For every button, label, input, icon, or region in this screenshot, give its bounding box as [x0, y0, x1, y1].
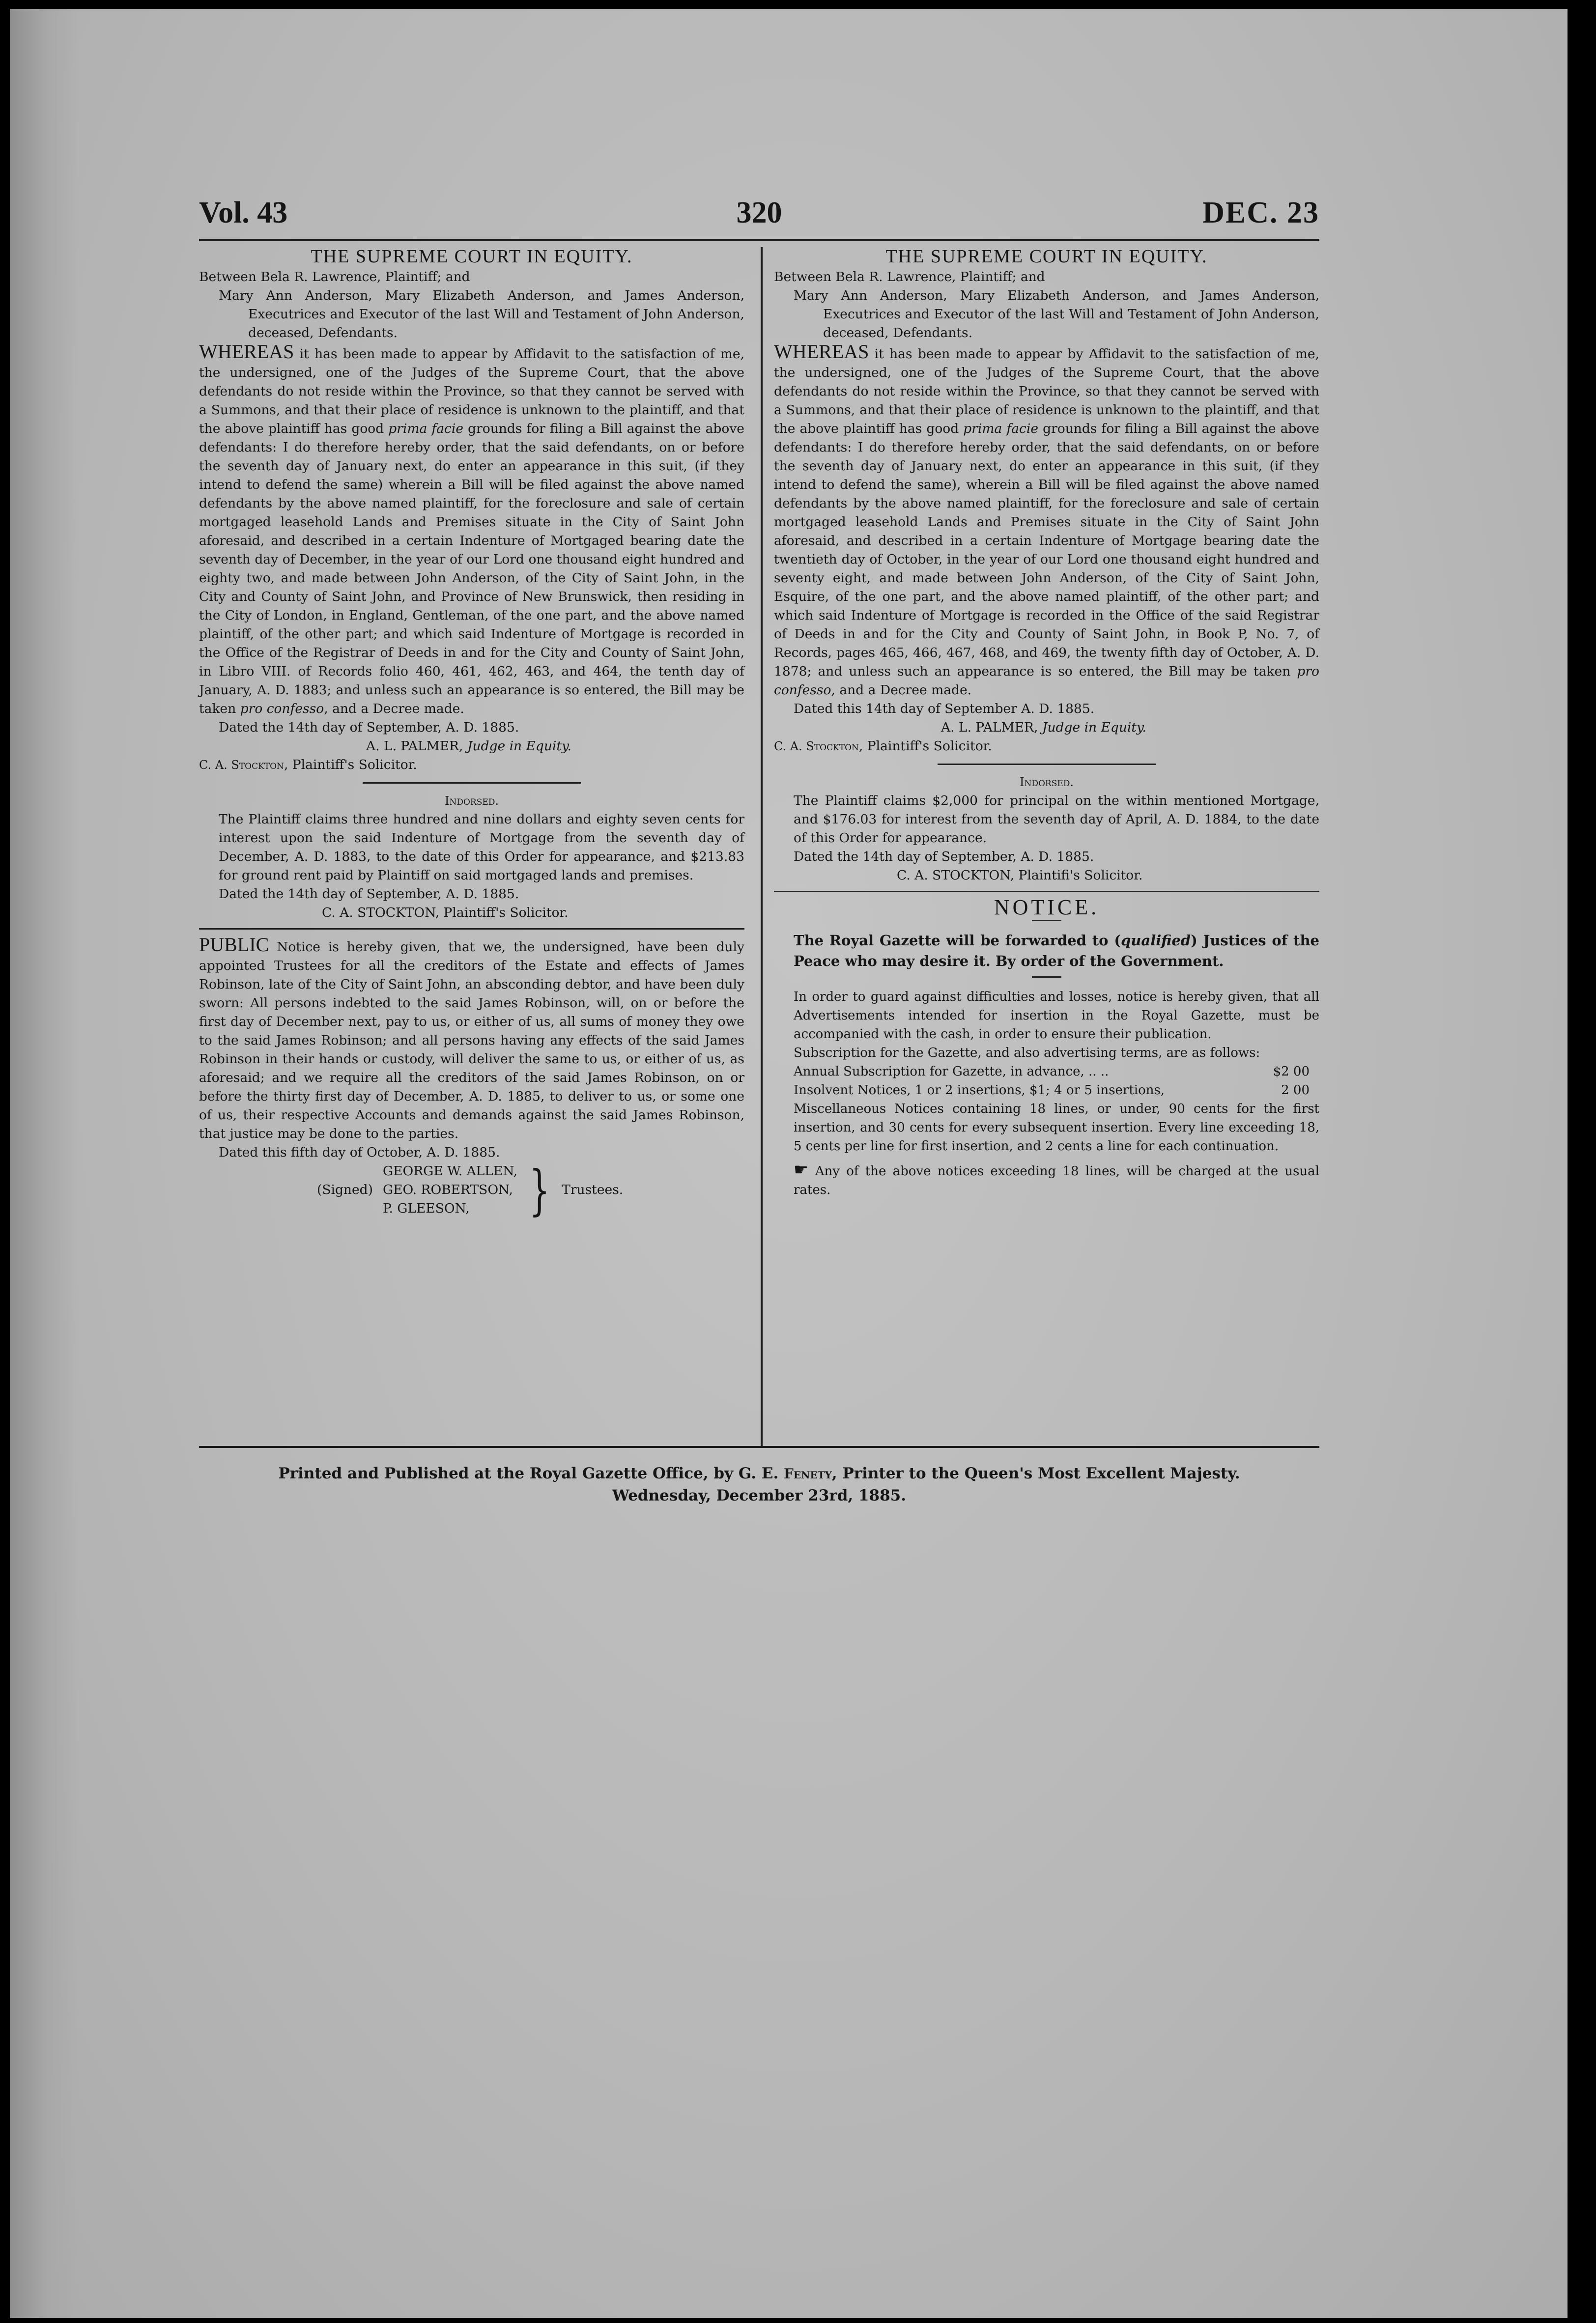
left-body-b: grounds for filing a Bill against the above defendants: I do therefore hereby order, that the said defendants, on or before the seventh day of January next, do enter an appearance in this suit, (if they intend to defend the same) wherein a Bill will be filed against the above named defendants by the above named plaintiff, for the foreclosure and sale of certain mortgaged leasehold Lands and Premises situate in the City of Saint John aforesaid, and described in a certain Indenture of Mortgaged bearing date the seventh day of December, in the year of our Lord one thousand eight hundred and eighty two, and made between John Anderson, of the City of Saint John, in the City and County of Saint John, and Province of New Brunswick, then residing in the City of London, in England, Gentleman, of the one part, and the above named plaintiff, of the other part; and which said Indenture of Mortgage is recorded in the Office of the Registrar of Deeds in and for the City and County of Saint John, in Libro VIII. of Records folio 460, 461, 462, 463, and 464, the tenth day of January, A. D. 1883; and unless such an appearance is so entered, the Bill may be taken: [199, 421, 744, 716]
trustee-3: P. GLEESON,: [382, 1201, 470, 1216]
right-indorsed: Indorsed.: [1019, 775, 1074, 789]
gazette-rule: [1032, 976, 1061, 978]
left-judge: [199, 737, 744, 756]
insolvent-rate-label: Insolvent Notices, 1 or 2 insertions, $1; 4 or 5 insertions,: [794, 1083, 1165, 1098]
left-between: Between Bela R. Lawrence, Plaintiff; and: [199, 269, 470, 284]
annual-rate-price: $2 00: [1273, 1064, 1310, 1079]
trustee-1: GEORGE W. ALLEN,: [382, 1163, 518, 1179]
scanned-page: [10, 9, 1582, 2318]
columns: [199, 246, 1320, 1221]
trustees-signature: [199, 1159, 744, 1221]
issue-date: DEC. 23: [1202, 196, 1319, 229]
right-judge-name: A. L. PALMER,: [941, 720, 1042, 735]
right-column: [774, 247, 1319, 1218]
gazette-page: [199, 196, 1320, 1504]
right-separator-1: [938, 764, 1156, 765]
pointing-hand-icon: ☛: [794, 1160, 809, 1180]
right-dated: Dated this 14th day of September A. D. 1885.: [794, 701, 1095, 716]
signed-label: (Signed): [317, 1182, 373, 1197]
right-claim-solicitor: C. A. STOCKTON, Plaintifi's Solicitor.: [897, 868, 1143, 883]
left-solicitor-title: , Plaintiff's Solicitor.: [284, 757, 417, 772]
right-judge: [774, 718, 1319, 737]
left-claim-dated: Dated the 14th day of September, A. D. 1885.: [219, 886, 519, 902]
gazette-notice: [774, 930, 1319, 971]
right-pro-confesso: pro confesso: [774, 664, 1319, 698]
left-order-text: [199, 342, 744, 718]
imprint-line-2: Wednesday, December 23rd, 1885.: [612, 1487, 907, 1504]
page-number: 320: [736, 196, 782, 229]
right-solicitor-title: , Plaintiff's Solicitor.: [858, 738, 992, 754]
right-prima-facie: prima facie: [963, 421, 1039, 436]
trustee-names: [373, 1162, 517, 1218]
right-separator-2: [774, 891, 1319, 892]
left-parties: Mary Ann Anderson, Mary Elizabeth Anderson, and James Anderson, Executrices and Executor of the last Will and Testament of John Anderson, deceased, Defendants.: [219, 288, 744, 340]
right-parties: Mary Ann Anderson, Mary Elizabeth Anderson, and James Anderson, Executrices and Executor of the last Will and Testament of John Anderson, deceased, Defendants.: [794, 288, 1319, 340]
imprint-printer-name: Fenety: [784, 1466, 832, 1482]
left-pro-confesso: pro confesso: [240, 701, 324, 716]
right-claim: The Plaintiff claims $2,000 for principal on the within mentioned Mortgage, and $176.03 for interest from the seventh day of April, A. D. 1884, to the date of this Order for appearance.: [794, 793, 1319, 846]
right-solicitor-name: C. A. Stockton: [774, 739, 859, 753]
right-heading: THE SUPREME COURT IN EQUITY.: [885, 246, 1208, 267]
right-body-c: , and a Decree made.: [831, 682, 972, 698]
left-judge-name: A. L. PALMER,: [366, 738, 467, 754]
public-word: PUBLIC: [199, 934, 269, 956]
left-dated: Dated the 14th day of September, A. D. 1885.: [219, 720, 519, 735]
public-dated: Dated this fifth day of October, A. D. 1885.: [219, 1145, 500, 1160]
excess-notice-text: Any of the above notices exceeding 18 lines, will be charged at the usual rates.: [794, 1164, 1320, 1197]
left-whereas: WHEREAS: [199, 340, 294, 363]
imprint-rule: [199, 1446, 1319, 1448]
notice-rule: [1032, 920, 1061, 921]
masthead: [199, 196, 1319, 235]
right-judge-title: Judge in Equity.: [1042, 720, 1146, 735]
insolvent-rate-price: 2 00: [1281, 1083, 1310, 1098]
masthead-rule: [199, 239, 1319, 241]
annual-rate-label: Annual Subscription for Gazette, in advance, .. ..: [794, 1064, 1109, 1079]
right-between: Between Bela R. Lawrence, Plaintiff; and: [774, 269, 1045, 284]
left-body-c: , and a Decree made.: [324, 701, 464, 716]
scan-border: [1568, 9, 1582, 2318]
right-solicitor: [774, 737, 1319, 756]
excess-notice: [774, 1161, 1319, 1199]
page-spine-shadow: [10, 9, 79, 2318]
public-body: Notice is hereby given, that we, the undersigned, have been duly appointed Trustees for all the creditors of the Estate and effects of James Robinson, late of the City of Saint John, an absconding debtor, and have been duly sworn: All persons indebted to the said James Robinson, will, on or before the first day of December next, pay to us, or either of us, all sums of money they owe to the said James Robinson; and all persons having any effects of the said James Robinson in their hands or custody, will deliver the same to us, or either of us, as aforesaid; and we require all the creditors of the said James Robinson, on or before the thirty first day of December, A. D. 1885, to deliver to us, or some one of us, their respective Accounts and demands against the said James Robinson, that justice may be done to the parties.: [199, 939, 744, 1141]
right-body-b: grounds for filing a Bill against the above defendants: I do therefore hereby order, that the said defendants, on or before the seventh day of January next, do enter an appearance in this suit, (if they intend to defend the same), wherein a Bill will be filed against the above named defendants by the above named plaintiff, for the foreclosure and sale of certain mortgaged leasehold Lands and Premises situate in the City of Saint John aforesaid, and described in a certain Indenture of Mortgage bearing date the twentieth day of October, in the year of our Lord one thousand eight hundred and seventy eight, and made between John Anderson, of the City of Saint John, Esquire, of the one part, and the above named plaintiff, of the other part; and which said Indenture of Mortgage is recorded in the Office of the said Registrar of Deeds in and for the City and County of Saint John, in Book P, No. 7, of Records, pages 465, 466, 467, 468, and 469, the twenty fifth day of October, A. D. 1878; and unless such an appearance is so entered, the Bill may be taken: [774, 421, 1319, 679]
imprint-b: , Printer to the Queen's Most Excellent Majesty.: [831, 1465, 1240, 1482]
left-claim: The Plaintiff claims three hundred and nine dollars and eighty seven cents for interest upon the said Indenture of Mortgage from the seventh day of December, A. D. 1883, to the date of this Order for appearance, and $213.83 for ground rent paid by Plaintiff on said mortgaged lands and premises.: [219, 812, 744, 883]
right-order-text: [774, 342, 1319, 700]
right-body-a: it has been made to appear by Affidavit to the satisfaction of me, the undersigned, one of the Judges of the Supreme Court, that the above defendants do not reside within the Province, so that they cannot be served with a Summons, and that their place of residence is unknown to the plaintiff, and that the above plaintiff has good: [774, 346, 1319, 436]
imprint-a: Printed and Published at the Royal Gazette Office, by G. E.: [278, 1465, 784, 1482]
insolvent-rate-row: [774, 1081, 1319, 1100]
volume-number: Vol. 43: [199, 196, 288, 229]
left-separator-2: [199, 928, 744, 930]
left-column: [199, 246, 744, 1221]
left-solicitor-name: C. A. Stockton: [199, 758, 284, 772]
subscription-intro: Subscription for the Gazette, and also advertising terms, are as follows:: [794, 1046, 1260, 1060]
imprint: [199, 1446, 1319, 1506]
trustees-label: Trustees.: [562, 1182, 624, 1197]
left-solicitor: [199, 756, 744, 774]
trustee-2: GEO. ROBERTSON,: [382, 1182, 513, 1197]
public-notice: [199, 935, 744, 1143]
right-whereas: WHEREAS: [774, 340, 869, 363]
left-claim-solicitor: C. A. STOCKTON, Plaintiff's Solicitor.: [322, 905, 569, 920]
left-separator-1: [363, 782, 581, 784]
imprint-line-1: [199, 1463, 1319, 1485]
left-heading: THE SUPREME COURT IN EQUITY.: [311, 246, 633, 267]
right-claim-dated: Dated the 14th day of September, A. D. 1885.: [794, 849, 1094, 864]
guard-notice: In order to guard against difficulties and losses, notice is hereby given, that all Advertisements intended for insertion in the Royal Gazette, must be accompanied with the cash, in order to ensure their publication.: [794, 990, 1319, 1042]
left-indorsed: Indorsed.: [444, 794, 499, 808]
column-divider: [761, 247, 763, 1446]
notice-title: NOTICE.: [994, 895, 1100, 919]
left-prima-facie: prima facie: [388, 421, 464, 436]
annual-rate-row: [774, 1062, 1319, 1081]
gazette-a: The Royal Gazette will be forwarded to (: [794, 932, 1121, 949]
brace-glyph: }: [529, 1159, 550, 1221]
left-judge-title: Judge in Equity.: [467, 738, 571, 754]
gazette-b: ) Justices of the Peace who may desire it. By order of the Government.: [794, 932, 1319, 969]
left-body-a: it has been made to appear by Affidavit to the satisfaction of me, the undersigned, one of the Judges of the Supreme Court, that the above defendants do not reside within the Province, so that they cannot be served with a Summons, and that their place of residence is unknown to the plaintiff, and that the above plaintiff has good: [199, 346, 744, 436]
misc-rates: Miscellaneous Notices containing 18 lines, or under, 90 cents for the first insertion, and 30 cents for every subsequent insertion. Every line exceeding 18, 5 cents per line for first insertion, and 2 cents a line for each continuation.: [794, 1102, 1319, 1154]
gazette-qualified: qualified: [1121, 932, 1191, 949]
